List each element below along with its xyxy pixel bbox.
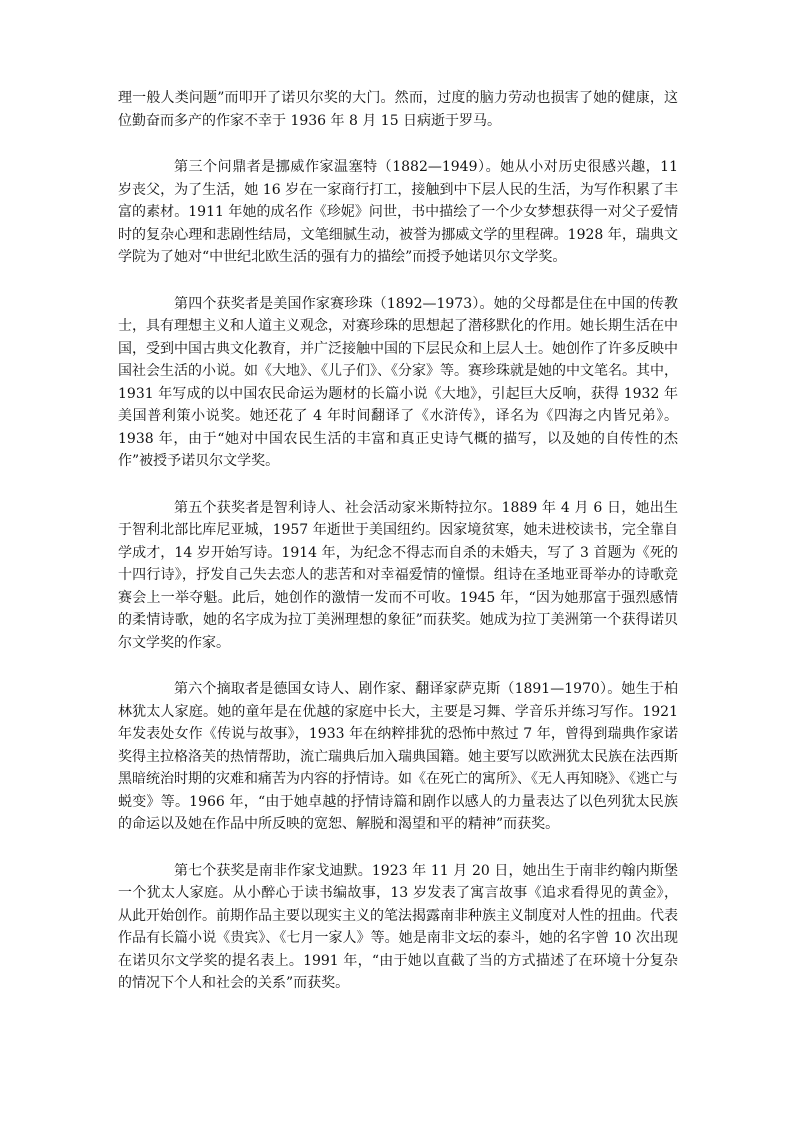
- paragraph-gordimer: 第七个获奖是南非作家戈迪默。1923 年 11 月 20 日，她出生于南非约翰内斯堡一个犹太人家庭。从小醉心于读书编故事，13 岁发表了寓言故事《追求看得见的黄金》，从此开始创作。前期作品主要以现实主义的笔法揭露南非种族主义制度对人性的扭曲。代表作品有长篇小说《贵宾》、《七月一家人》等。她是南非文坛的泰斗，她的名字曾 10 次出现在诺贝尔文学奖的提名表上。1991 年，“由于她以直截了当的方式描述了在环境十分复杂的情况下个人和社会的关系”而获奖。: [118, 862, 678, 991]
- paragraph-undset: 第三个问鼎者是挪威作家温塞特（1882—1949）。她从小对历史很感兴趣，11 岁丧父，为了生活，她 16 岁在一家商行打工，接触到中下层人民的生活，为写作积累了丰富的素材。1911 年她的成名作《珍妮》问世，书中描绘了一个少女梦想获得一对父子爱情时的复杂心理和悲剧性结局，文笔细腻生动，被誉为挪威文学的里程碑。1928 年，瑞典文学院为了她对“中世纪北欧生活的强有力的描绘”而授予她诺贝尔文学奖。: [118, 159, 678, 265]
- paragraph-mistral: 第五个获奖者是智利诗人、社会活动家米斯特拉尔。1889 年 4 月 6 日，她出生于智利北部比库尼亚城，1957 年逝世于美国纽约。因家境贫寒，她未进校读书，完全靠自学成才，14 岁开始写诗。1914 年，为纪念不得志而自杀的未婚夫，写了 3 首题为《死的十四行诗》，抒发自己失去恋人的悲苦和对幸福爱情的憧憬。组诗在圣地亚哥举办的诗歌竞赛会上一举夺魁。此后，她创作的激情一发而不可收。1945 年，“因为她那富于强烈感情的柔情诗歌，她的名字成为拉丁美洲理想的象征”而获奖。她成为拉丁美洲第一个获得诺贝尔文学奖的作家。: [118, 499, 678, 651]
- paragraph-continuation: 理一般人类问题”而叩开了诺贝尔奖的大门。然而，过度的脑力劳动也损害了她的健康，这位勤奋而多产的作家不幸于 1936 年 8 月 15 日病逝于罗马。: [118, 90, 678, 129]
- paragraph-sachs: 第六个摘取者是德国女诗人、剧作家、翻译家萨克斯（1891—1970）。她生于柏林犹太人家庭。她的童年是在优越的家庭中长大，主要是习舞、学音乐并练习写作。1921 年发表处女作《传说与故事》，1933 年在纳粹排犹的恐怖中熬过 7 年，曾得到瑞典作家诺奖得主拉格洛芙的热情帮助，流亡瑞典后加入瑞典国籍。她主要写以欧洲犹太民族在法西斯黑暗统治时期的灾难和痛苦为内容的抒情诗。如《在死亡的寓所》、《无人再知晓》、《逃亡与蜕变》等。1966 年，“由于她卓越的抒情诗篇和剧作以感人的力量表达了以色列犹太民族的命运以及她在作品中所反映的宽恕、解脱和渴望和平的精神”而获奖。: [118, 681, 678, 832]
- paragraph-pearl-buck: 第四个获奖者是美国作家赛珍珠（1892—1973）。她的父母都是住在中国的传教士，具有理想主义和人道主义观念，对赛珍珠的思想起了潜移默化的作用。她长期生活在中国，受到中国古典文化教育，并广泛接触中国的下层民众和上层人士。她创作了许多反映中国社会生活的小说。如《大地》、《儿子们》、《分家》等。赛珍珠就是她的中文笔名。其中，1931 年写成的以中国农民命运为题材的长篇小说《大地》，引起巨大反响，获得 1932 年美国普利策小说奖。她还花了 4 年时间翻译了《水浒传》，译名为《四海之内皆兄弟》。1938 年，由于“她对中国农民生活的丰富和真正史诗气概的描写，以及她的自传性的杰作”被授予诺贝尔文学奖。: [118, 295, 678, 469]
- document-page: [118, 87, 678, 995]
